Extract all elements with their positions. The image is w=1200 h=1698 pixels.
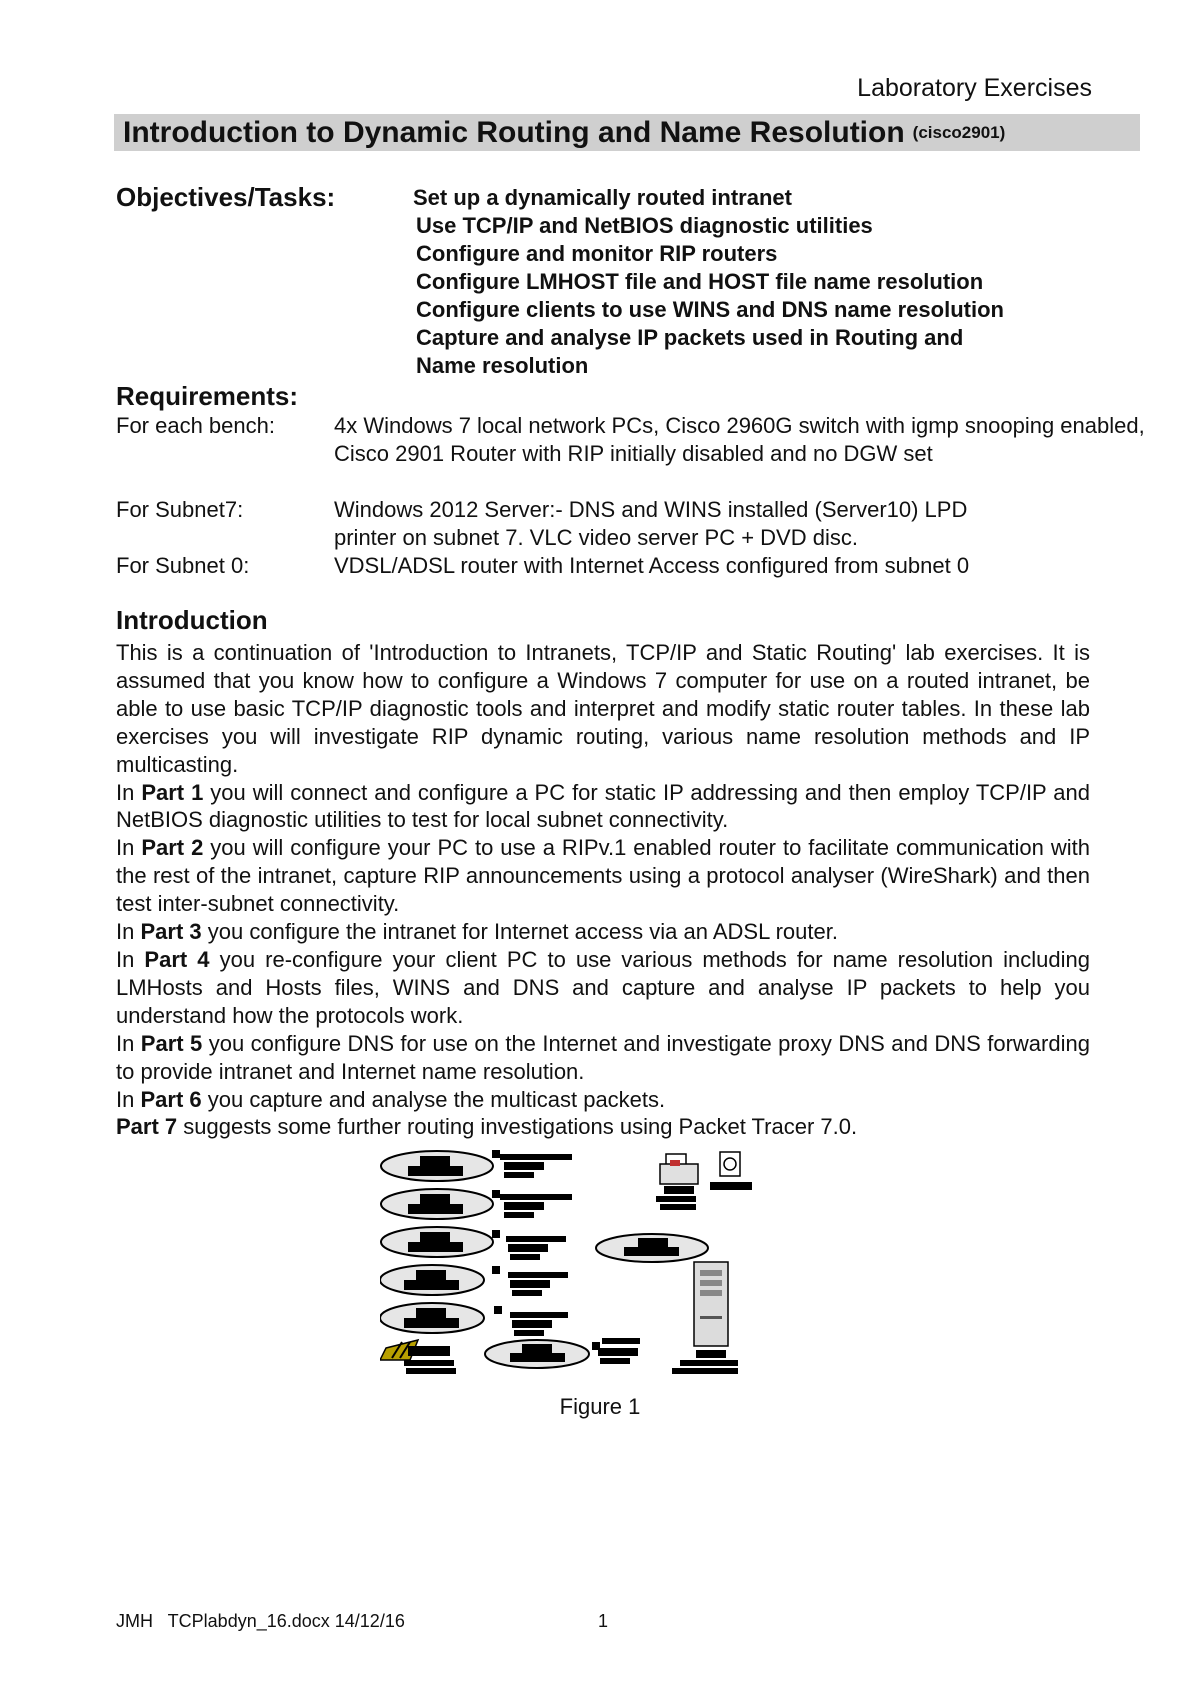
intro-part-5: In Part 5 you configure DNS for use on the Internet and investigate proxy DNS and DNS forwarding to provide intranet and Internet name resolution. xyxy=(116,1030,1090,1084)
objective-item: Capture and analyse IP packets used in Routing and xyxy=(416,325,964,350)
intro-part-3: In Part 3 you configure the intranet for Internet access via an ADSL router. xyxy=(116,919,838,945)
page-title: Introduction to Dynamic Routing and Name Resolution xyxy=(123,115,905,149)
introduction-body xyxy=(116,639,1090,1141)
objective-item: Use TCP/IP and NetBIOS diagnostic utilities xyxy=(416,213,873,238)
objective-item: Set up a dynamically routed intranet xyxy=(413,185,792,210)
objective-item: Configure LMHOST file and HOST file name resolution xyxy=(416,269,984,294)
requirement-label: For Subnet 0: xyxy=(116,553,250,578)
requirement-label: For Subnet7: xyxy=(116,497,244,522)
modem-icon xyxy=(380,1340,456,1374)
intro-part-2: In Part 2 you will configure your PC to use a RIPv.1 enabled router to facilitate communication with the rest of the intranet, capture RIP announcements using a protocol analyser (WireShark) and then test inter-subnet connectivity. xyxy=(116,835,1090,917)
server-icon xyxy=(672,1262,738,1374)
intro-part-4: In Part 4 you re-configure your client PC to use various methods for name resolution including LMHosts and Hosts files, WINS and DNS and capture and analyse IP packets to help you understand how the protocols work. xyxy=(116,946,1090,1028)
objectives-list xyxy=(413,184,1004,380)
intro-part-6: In Part 6 you capture and analyse the multicast packets. xyxy=(116,1086,666,1112)
figure-caption: Figure 1 xyxy=(559,1394,641,1419)
objective-item: Name resolution xyxy=(416,353,589,378)
page-number: 1 xyxy=(598,1611,609,1631)
footer-filename: JMH TCPlabdyn_16.docx 14/12/16 xyxy=(116,1611,405,1631)
requirement-value: Windows 2012 Server:- DNS and WINS installed (Server10) LPD printer on subnet 7. VLC video server PC + DVD disc. xyxy=(334,497,968,550)
requirement-label: For each bench: xyxy=(116,413,275,438)
introduction-heading: Introduction xyxy=(116,605,268,635)
title-bar xyxy=(114,114,1140,151)
objectives-label: Objectives/Tasks: xyxy=(116,182,336,212)
intro-paragraph: This is a continuation of 'Introduction to Intranets, TCP/IP and Static Routing' lab exercises. It is assumed that you know how to configure a Windows 7 computer for use on a routed intranet, be able to use basic TCP/IP diagnostic tools and interpret and modify static router tables. In these lab exercises you will investigate RIP dynamic routing, various name resolution methods and IP multicasting. xyxy=(116,640,1090,777)
requirement-value: VDSL/ADSL router with Internet Access configured from subnet 0 xyxy=(334,553,970,578)
requirements-heading: Requirements: xyxy=(116,381,299,411)
requirement-value: 4x Windows 7 local network PCs, Cisco 2960G switch with igmp snooping enabled, Cisco 2901 Router with RIP initially disabled and no DGW set xyxy=(334,413,1145,466)
printer-icon xyxy=(656,1154,698,1210)
intro-part-1: In Part 1 you will connect and configure a PC for static IP addressing and then employ TCP/IP and NetBIOS diagnostic utilities to test for local subnet connectivity. xyxy=(116,779,1090,833)
network-diagram xyxy=(380,1146,820,1386)
storage-icon xyxy=(710,1152,752,1190)
objective-item: Configure clients to use WINS and DNS name resolution xyxy=(416,297,1004,322)
running-header: Laboratory Exercises xyxy=(857,74,1092,102)
page-title-sub: (cisco2901) xyxy=(912,122,1006,142)
intro-part-7: Part 7 suggests some further routing investigations using Packet Tracer 7.0. xyxy=(116,1114,858,1140)
objective-item: Configure and monitor RIP routers xyxy=(416,241,778,266)
